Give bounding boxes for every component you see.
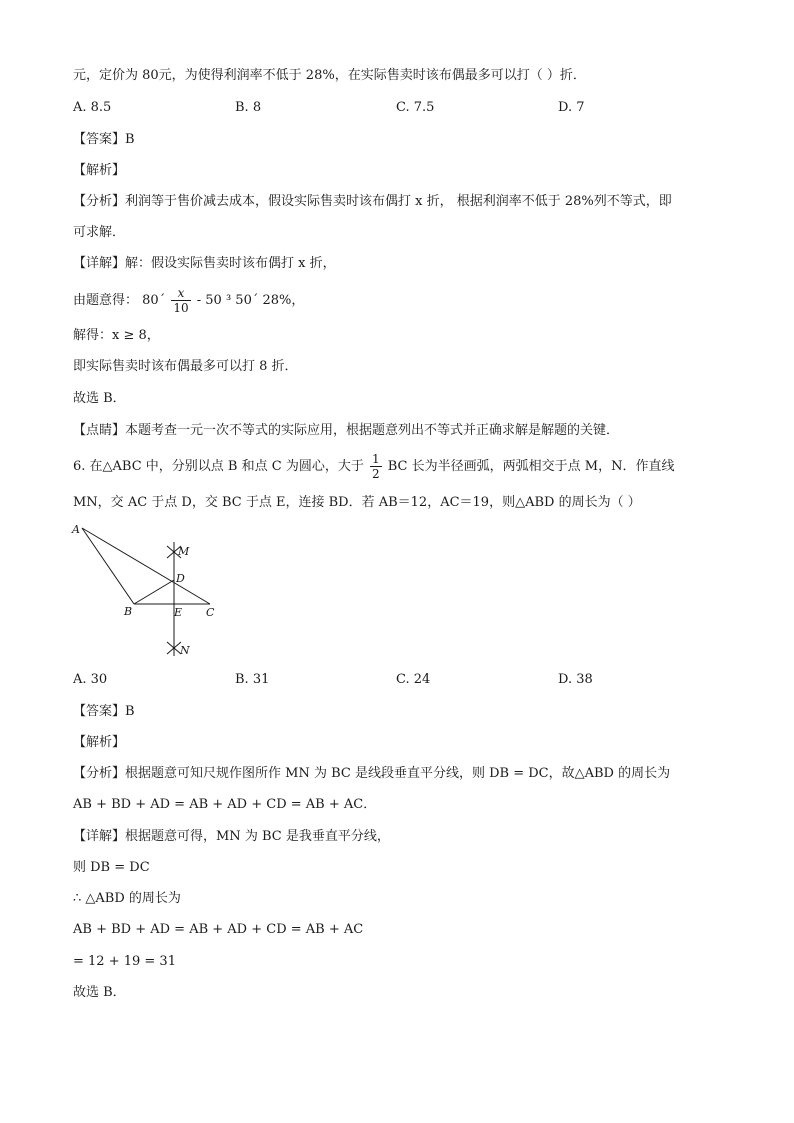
q5-choose: 故选 B． xyxy=(73,391,126,406)
q5-option-b: B. 8 xyxy=(235,100,262,115)
q5-option-d: D. 7 xyxy=(558,100,585,115)
q6-option-b: B. 31 xyxy=(235,672,270,687)
q6-answer: 【答案】B xyxy=(73,704,135,719)
q6-half-fraction xyxy=(370,452,382,481)
q6-half-denominator: 2 xyxy=(371,467,380,481)
q5-option-a: A. 8.5 xyxy=(73,100,112,115)
label-c: C xyxy=(206,606,215,619)
q6-xiangjie-line-4: AB + BD + AD = AB + AD + CD = AB + AC xyxy=(73,922,364,937)
q6-xiangjie-line-5: = 12 + 19 = 31 xyxy=(73,954,176,969)
q5-answer: 【答案】B xyxy=(73,132,135,147)
q6-half-numerator: 1 xyxy=(371,452,380,466)
segment-ab xyxy=(82,528,134,604)
q6-analysis-heading: 【解析】 xyxy=(73,735,126,750)
q6-stem-line-1 xyxy=(73,450,674,484)
q6-stem-line-2: MN，交 AC 于点 D，交 BC 于点 E，连接 BD．若 AB＝12，AC＝19，则△ABD 的周长为（ ） xyxy=(73,495,641,510)
q5-solve-line: 解得：x ≥ 8， xyxy=(73,328,160,343)
q5-equation-left: 80´ xyxy=(142,293,166,308)
q5-dianjing: 【点睛】本题考查一元一次不等式的实际应用，根据题意列出不等式并正确求解是解题的关键． xyxy=(73,423,620,438)
label-a: A xyxy=(72,523,80,536)
q6-fenxi-line-1: 【分析】根据题意可知尺规作图所作 MN 为 BC 是线段垂直平分线，则 DB = DC，故△ABD 的周长为 xyxy=(73,766,671,781)
segment-ac xyxy=(82,528,210,604)
q6-fenxi-line-2: AB + BD + AD = AB + AD + CD = AB + AC． xyxy=(73,797,377,812)
label-n: N xyxy=(180,644,190,657)
q6-option-d: D. 38 xyxy=(558,672,593,687)
q6-stem-1b: BC 长为半径画弧，两弧相交于点 M，N．作直线 xyxy=(387,459,675,474)
label-d: D xyxy=(176,572,185,585)
q6-xiangjie-line-1: 【详解】根据题意可得，MN 为 BC 是我垂直平分线， xyxy=(73,829,390,844)
q5-fenxi-line-1: 【分析】利润等于售价减去成本，假设实际售卖时该布偶打 x 折， 根据利润率不低于 28%列不等式，即 xyxy=(73,194,672,209)
q5-xiangjie-line-1: 【详解】解：假设实际售卖时该布偶打 x 折， xyxy=(73,256,336,271)
q5-equation-prefix: 由题意得： xyxy=(73,293,139,308)
q5-equation-fraction xyxy=(171,286,190,315)
label-m: M xyxy=(178,545,190,558)
q6-option-a: A. 30 xyxy=(73,672,108,687)
q5-equation xyxy=(73,284,304,318)
q5-analysis-heading: 【解析】 xyxy=(73,163,126,178)
q5-conclusion: 即实际售卖时该布偶最多可以打 8 折． xyxy=(73,359,298,374)
q5-equation-right: - 50 ³ 50´ 28%， xyxy=(196,293,305,308)
q5-fenxi-line-2: 可求解． xyxy=(73,225,126,240)
q5-fraction-denominator: 10 xyxy=(173,301,189,315)
label-b: B xyxy=(124,605,133,618)
q6-xiangjie-line-3: ∴ △ABD 的周长为 xyxy=(73,891,181,906)
q6-choose: 故选 B． xyxy=(73,985,126,1000)
q5-stem-tail: 元，定价为 80元，为使得利润率不低于 28%，在实际售卖时该布偶最多可以打（ ）折． xyxy=(73,68,586,83)
q5-fraction-numerator: x xyxy=(171,286,190,301)
q6-xiangjie-line-2: 则 DB = DC xyxy=(73,860,150,875)
q5-option-c: C. 7.5 xyxy=(396,100,435,115)
q6-stem-1a: 6. 在△ABC 中，分别以点 B 和点 C 为圆心，大于 xyxy=(73,459,364,474)
q6-geometry-figure xyxy=(68,518,228,663)
label-e: E xyxy=(174,606,183,619)
segment-bd xyxy=(134,580,174,604)
q6-option-c: C. 24 xyxy=(396,672,431,687)
